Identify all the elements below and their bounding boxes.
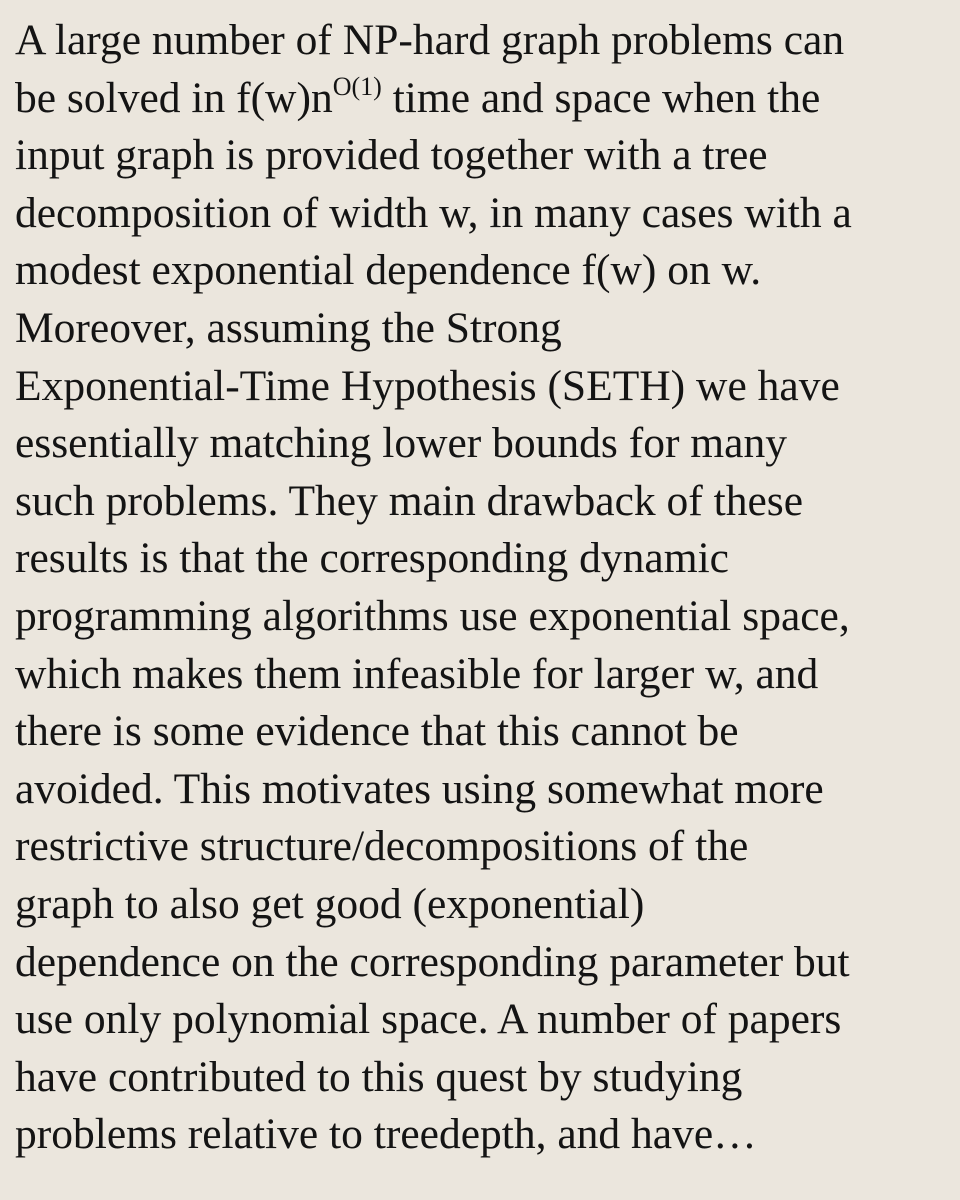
text-line: which makes them infeasible for larger w, and	[15, 649, 819, 698]
text-line: there is some evidence that this cannot be	[15, 707, 739, 756]
text-line: input graph is provided together with a tree	[15, 131, 768, 180]
text-line: graph to also get good (exponential)	[15, 879, 645, 928]
text-line: modest exponential dependence f(w) on w.	[15, 246, 762, 295]
text-line: decomposition of width w, in many cases with a	[15, 188, 852, 237]
text-segment: time and space when the	[381, 73, 821, 122]
text-line: programming algorithms use exponential space,	[15, 591, 850, 640]
text-line: have contributed to this quest by studying	[15, 1052, 743, 1101]
text-line: problems relative to treedepth, and have…	[15, 1110, 757, 1159]
text-line	[15, 70, 950, 128]
text-line: Exponential-Time Hypothesis (SETH) we have	[15, 361, 840, 410]
superscript-exponent: O(1)	[332, 71, 382, 101]
text-segment: be solved in f(w)n	[15, 73, 333, 122]
text-line: results is that the corresponding dynamic	[15, 534, 729, 583]
text-line: essentially matching lower bounds for many	[15, 419, 787, 468]
text-line: such problems. They main drawback of these	[15, 476, 804, 525]
text-line: avoided. This motivates using somewhat more	[15, 764, 824, 813]
abstract-text	[15, 12, 950, 1164]
text-line: restrictive structure/decompositions of the	[15, 822, 749, 871]
text-line: Moreover, assuming the Strong	[15, 303, 562, 352]
text-line: use only polynomial space. A number of papers	[15, 995, 842, 1044]
text-line: A large number of NP-hard graph problems can	[15, 16, 845, 64]
text-line: dependence on the corresponding parameter but	[15, 937, 850, 986]
